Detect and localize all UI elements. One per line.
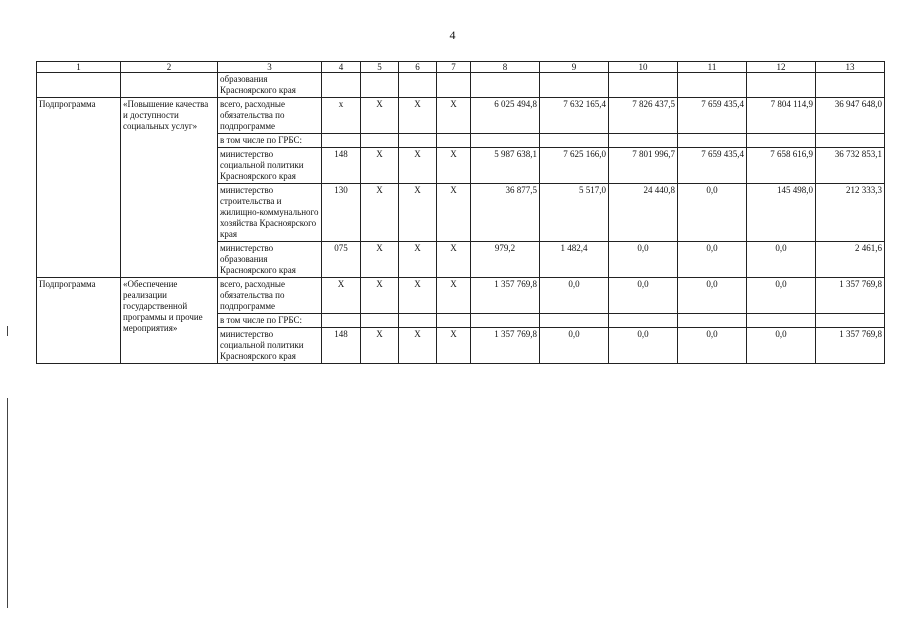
table-row: министерство социальной политики Красноярского края 148 Х Х Х 1 357 769,8 0,0 0,0 0,0 0,0 1 357 769,8 (37, 328, 885, 364)
table-row: министерство социальной политики Красноярского края 148 Х Х Х 5 987 638,1 7 625 166,0 7 801 996,7 7 659 435,4 7 658 616,9 36 732 853,1 (37, 148, 885, 184)
column-number: 1 (37, 62, 121, 73)
subprogram-type: Подпрограмма (37, 98, 121, 278)
grbs-label: министерство образования Красноярского края (218, 242, 322, 278)
subprogram-name: «Повышение качества и доступности социальных услуг» (121, 98, 218, 278)
carry-over-text: образования Красноярского края (218, 73, 322, 98)
table-row: Подпрограмма «Обеспечение реализации государственной программы и прочие мероприятия» всего, расходные обязательства по подпрограмме Х Х Х Х 1 357 769,8 0,0 0,0 0,0 0,0 1 357 769,8 (37, 278, 885, 314)
total-label: всего, расходные обязательства по подпрограмме (218, 278, 322, 314)
grbs-label: министерство социальной политики Красноярского края (218, 148, 322, 184)
column-number: 4 (322, 62, 361, 73)
column-number: 11 (678, 62, 747, 73)
margin-line (7, 398, 8, 608)
column-number: 5 (361, 62, 399, 73)
column-number: 13 (816, 62, 885, 73)
column-number: 7 (437, 62, 471, 73)
budget-table (36, 61, 885, 364)
grbs-label: министерство социальной политики Красноярского края (218, 328, 322, 364)
column-number: 8 (471, 62, 540, 73)
carry-over-row (37, 73, 885, 98)
total-label: всего, расходные обязательства по подпрограмме (218, 98, 322, 134)
subprogram-type: Подпрограмма (37, 278, 121, 364)
page-number: 4 (449, 28, 456, 42)
grbs-label: министерство строительства и жилищно-коммунального хозяйства Красноярского края (218, 184, 322, 242)
including-label: в том числе по ГРБС: (218, 314, 322, 328)
table-row: министерство образования Красноярского края 075 Х Х Х 979,2 1 482,4 0,0 0,0 0,0 2 461,6 (37, 242, 885, 278)
margin-line-top (7, 326, 8, 336)
table-row: Подпрограмма «Повышение качества и доступности социальных услуг» всего, расходные обязательства по подпрограмме х Х Х Х 6 025 494,8 7 632 165,4 7 826 437,5 7 659 435,4 7 804 114,9 36 947 648,0 (37, 98, 885, 134)
column-number: 10 (609, 62, 678, 73)
column-number: 2 (121, 62, 218, 73)
including-label: в том числе по ГРБС: (218, 134, 322, 148)
table-row: министерство строительства и жилищно-коммунального хозяйства Красноярского края 130 Х Х Х 36 877,5 5 517,0 24 440,8 0,0 145 498,0 212 333,3 (37, 184, 885, 242)
column-number-row (37, 62, 885, 73)
column-number: 12 (747, 62, 816, 73)
column-number: 6 (399, 62, 437, 73)
column-number: 9 (540, 62, 609, 73)
subprogram-name: «Обеспечение реализации государственной программы и прочие мероприятия» (121, 278, 218, 364)
column-number: 3 (218, 62, 322, 73)
